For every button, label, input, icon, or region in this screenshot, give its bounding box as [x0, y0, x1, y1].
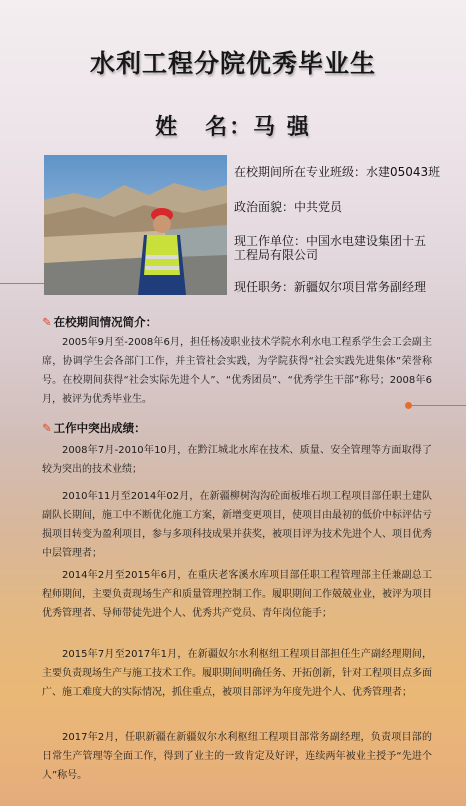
info-work-unit-1: 现工作单位：中国水电建设集团十五 [234, 234, 427, 248]
section-school-heading-text: 在校期间情况简介： [53, 315, 158, 329]
name-line [0, 110, 466, 141]
work-paragraph: 2008年7月-2010年10月，在黔江城北水库在技术、质量、安全管理等方面取得了较为突出的技术业绩； [42, 445, 432, 475]
portrait-photo-icon [44, 155, 227, 295]
name-label-surname: 姓 [155, 114, 180, 140]
section-school-paragraph: 2005年9月至-2008年6月，担任杨凌职业技术学院水利水电工程系学生会工会副主席，协调学生会各部门工作，并主管社会实践，为学院获得“社会实践先进集体”荣誉称号。在校期间获得“社会实际先进个人”、“优秀团员”、“优秀学生干部”称号；2008年6月，被评为优秀毕业生。 [42, 337, 432, 405]
info-position: 现任职务：新疆奴尔项目常务副经理 [234, 280, 427, 294]
info-work-unit-2: 工程局有限公司 [234, 248, 319, 262]
info-politics: 政治面貌：中共党员 [234, 200, 343, 214]
name-label-value: 名：马 强 [205, 114, 311, 140]
info-class: 在校期间所在专业班级：水建05043班 [234, 165, 441, 179]
work-paragraph: 2014年2月至2015年6月，在重庆老客溪水库项目部任职工程管理部主任兼副总工程师期间，主要负责现场生产和质量管理控制工作。履职期间工作兢兢业业，被评为项目优秀管理者、导师带徒先进个人、优秀共产党员、青年岗位能手； [42, 570, 432, 619]
profile-photo [44, 155, 227, 295]
section-work-heading [42, 420, 146, 436]
page-title: 水利工程分院优秀毕业生 [89, 49, 376, 78]
work-paragraph: 2017年2月，任职新疆在新疆奴尔水利枢纽工程项目部常务副经理，负责项目部的日常生产管理等全面工作，得到了业主的一致肯定及好评，连续两年被业主授予“先进个人”称号。 [42, 732, 432, 781]
pen-icon: ✎ [42, 421, 52, 435]
section-work-heading-text: 工作中突出成绩： [53, 421, 146, 435]
pen-icon: ✎ [42, 315, 52, 329]
divider-left [0, 283, 44, 284]
work-paragraph: 2010年11月至2014年02月，在新疆柳树沟沟砼面板堆石坝工程项目部任职土建队副队长期间，施工中不断优化施工方案，新增变更项目，使项目由最初的低价中标评估亏损项目转变为盈利项目，参与多项科技成果并获奖，被项目评为技术先进个人、项目优秀中层管理者； [42, 491, 432, 559]
work-paragraph: 2015年7月至2017年1月，在新疆奴尔水利枢纽工程项目部担任生产副经理期间，主要负责现场生产与施工技术工作。履职期间明确任务、开拓创新，针对工程项目点多面广、施工难度大的实际情况，抓住重点，被项目部评为年度先进个人、优秀管理者； [42, 649, 432, 698]
section-school-heading [42, 314, 157, 330]
